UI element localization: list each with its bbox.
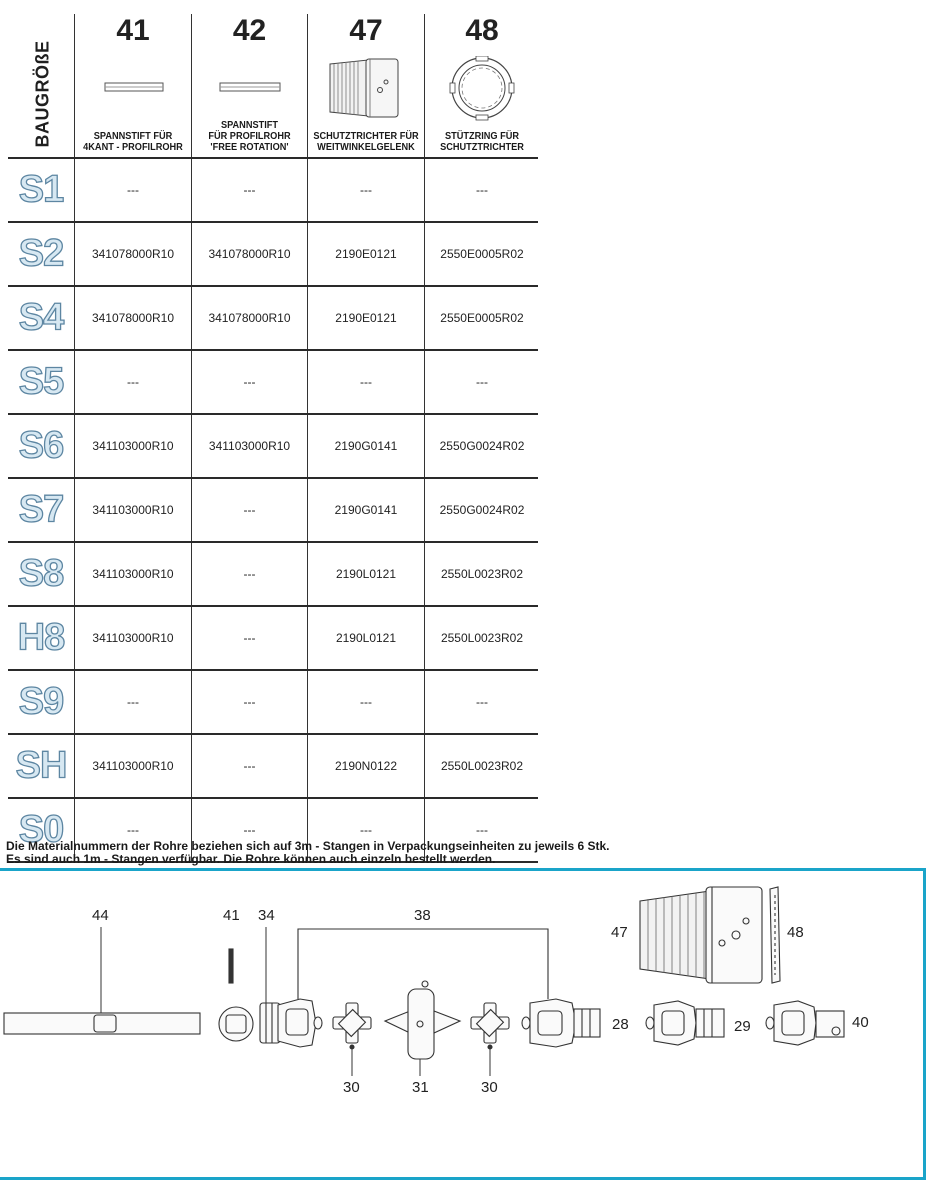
- table-cell: ---: [191, 671, 307, 733]
- column-header-41: [74, 14, 191, 157]
- table-cell: ---: [191, 735, 307, 797]
- table-cell: 341103000R10: [74, 607, 191, 669]
- table-cell: ---: [424, 351, 539, 413]
- table-row: [8, 413, 538, 477]
- table-cell: 2550L0023R02: [424, 543, 539, 605]
- table-row: [8, 157, 538, 221]
- double-yoke-icon: [385, 981, 460, 1059]
- size-label: H8: [17, 616, 65, 659]
- part-label: 28: [612, 1016, 629, 1033]
- part-label: 47: [611, 924, 628, 941]
- table-row: [8, 285, 538, 349]
- part-label: 31: [412, 1079, 429, 1096]
- table-cell: 2550E0005R02: [424, 223, 539, 285]
- size-label: S1: [18, 168, 64, 211]
- table-row: [8, 477, 538, 541]
- yoke-icon: [278, 999, 322, 1047]
- table-cell: 341103000R10: [74, 479, 191, 541]
- footnote-line: Es sind auch 1m - Stangen verfügbar. Die Rohre können auch einzeln bestellt werden.: [6, 852, 496, 866]
- table-cell: 2190E0121: [307, 223, 424, 285]
- footnote-line: Die Materialnummern der Rohre beziehen sich auf 3m - Stangen in Verpackungseinheiten zu jeweils 6 Stk.: [6, 839, 610, 853]
- column-number: 41: [116, 14, 150, 47]
- table-cell: 2550L0023R02: [424, 607, 539, 669]
- size-label: S5: [18, 360, 64, 403]
- table-row: [8, 349, 538, 413]
- table-cell: 341103000R10: [191, 415, 307, 477]
- column-number: 47: [349, 14, 383, 47]
- table-cell: 2190N0122: [307, 735, 424, 797]
- size-label: S8: [18, 552, 64, 595]
- column-number: 42: [232, 14, 267, 47]
- size-label: S2: [18, 232, 64, 275]
- size-label: S7: [18, 488, 64, 531]
- column-header-42: [191, 14, 307, 157]
- table-cell: 2550G0024R02: [424, 415, 539, 477]
- protective-cone-icon: [640, 887, 762, 983]
- table-cell: 2550L0023R02: [424, 735, 539, 797]
- table-cell: 2550E0005R02: [424, 287, 539, 349]
- parts-drawing: [0, 871, 926, 1183]
- clamping-pin-icon: [75, 56, 191, 126]
- support-ring-icon: [425, 56, 539, 126]
- table-row: [8, 733, 538, 797]
- size-column-header: [8, 14, 74, 157]
- column-header-48: [424, 14, 539, 157]
- table-cell: ---: [191, 351, 307, 413]
- column-header-47: [307, 14, 424, 157]
- table-row: [8, 541, 538, 605]
- table-cell: ---: [191, 159, 307, 221]
- clamping-pin-icon: [192, 56, 307, 126]
- table-cell: 341078000R10: [191, 223, 307, 285]
- support-ring-icon: [770, 887, 780, 983]
- table-cell: ---: [74, 351, 191, 413]
- table-cell: ---: [74, 799, 191, 861]
- table-row: [8, 605, 538, 669]
- table-cell: ---: [191, 799, 307, 861]
- part-label: 44: [92, 907, 109, 924]
- parts-table: [8, 14, 538, 863]
- column-description: SPANNSTIFT FÜR 4KANT - PROFILROHR: [83, 131, 183, 153]
- size-header-label: BAUGRÖßE: [32, 40, 53, 148]
- table-cell: 341103000R10: [74, 735, 191, 797]
- footnote: [6, 840, 610, 866]
- table-cell: ---: [307, 799, 424, 861]
- part-label: 48: [787, 924, 804, 941]
- table-cell: 341078000R10: [74, 287, 191, 349]
- column-number: 48: [465, 14, 499, 47]
- table-cell: 2190G0141: [307, 479, 424, 541]
- yoke-icon: [766, 1001, 844, 1045]
- table-cell: 2190L0121: [307, 607, 424, 669]
- column-description: SPANNSTIFT FÜR PROFILROHR 'FREE ROTATION': [208, 120, 291, 153]
- table-cell: ---: [424, 159, 539, 221]
- column-description: SCHUTZTRICHTER FÜR WEITWINKELGELENK: [313, 131, 419, 153]
- size-label: S0: [18, 808, 64, 851]
- wide-angle-yoke-icon: [522, 999, 600, 1047]
- sleeve-icon: [260, 1003, 280, 1043]
- table-cell: 341103000R10: [74, 415, 191, 477]
- table-cell: 341078000R10: [191, 287, 307, 349]
- size-label: S6: [18, 424, 64, 467]
- yoke-icon: [646, 1001, 724, 1045]
- table-cell: 2550G0024R02: [424, 479, 539, 541]
- table-row: [8, 221, 538, 285]
- part-label: 30: [343, 1079, 360, 1096]
- table-cell: ---: [74, 671, 191, 733]
- cross-joint-icon: [333, 1003, 371, 1049]
- cross-joint-icon: [471, 1003, 509, 1049]
- table-cell: ---: [307, 351, 424, 413]
- table-cell: 2190G0141: [307, 415, 424, 477]
- table-cell: 2190E0121: [307, 287, 424, 349]
- table-cell: ---: [424, 799, 539, 861]
- column-description: STÜTZRING FÜR SCHUTZTRICHTER: [440, 131, 524, 153]
- table-cell: ---: [191, 479, 307, 541]
- table-cell: ---: [307, 671, 424, 733]
- part-label: 29: [734, 1018, 751, 1035]
- table-cell: ---: [191, 607, 307, 669]
- table-cell: ---: [191, 543, 307, 605]
- ring-icon: [219, 1007, 253, 1041]
- size-label: SH: [15, 744, 67, 787]
- part-label: 40: [852, 1014, 869, 1031]
- table-cell: ---: [307, 159, 424, 221]
- exploded-parts-diagram: [0, 868, 926, 1180]
- table-cell: ---: [74, 159, 191, 221]
- spring-pin-icon: [229, 949, 233, 983]
- part-label: 38: [414, 907, 431, 924]
- table-cell: 341103000R10: [74, 543, 191, 605]
- part-label: 41: [223, 907, 240, 924]
- size-label: S9: [18, 680, 64, 723]
- part-label: 34: [258, 907, 275, 924]
- part-label: 30: [481, 1079, 498, 1096]
- size-label: S4: [18, 296, 64, 339]
- table-cell: 2190L0121: [307, 543, 424, 605]
- protective-cone-icon: [308, 56, 424, 126]
- table-row: [8, 669, 538, 733]
- table-cell: 341078000R10: [74, 223, 191, 285]
- profile-tube-icon: [4, 1013, 200, 1034]
- table-cell: ---: [424, 671, 539, 733]
- table-header: [8, 14, 538, 157]
